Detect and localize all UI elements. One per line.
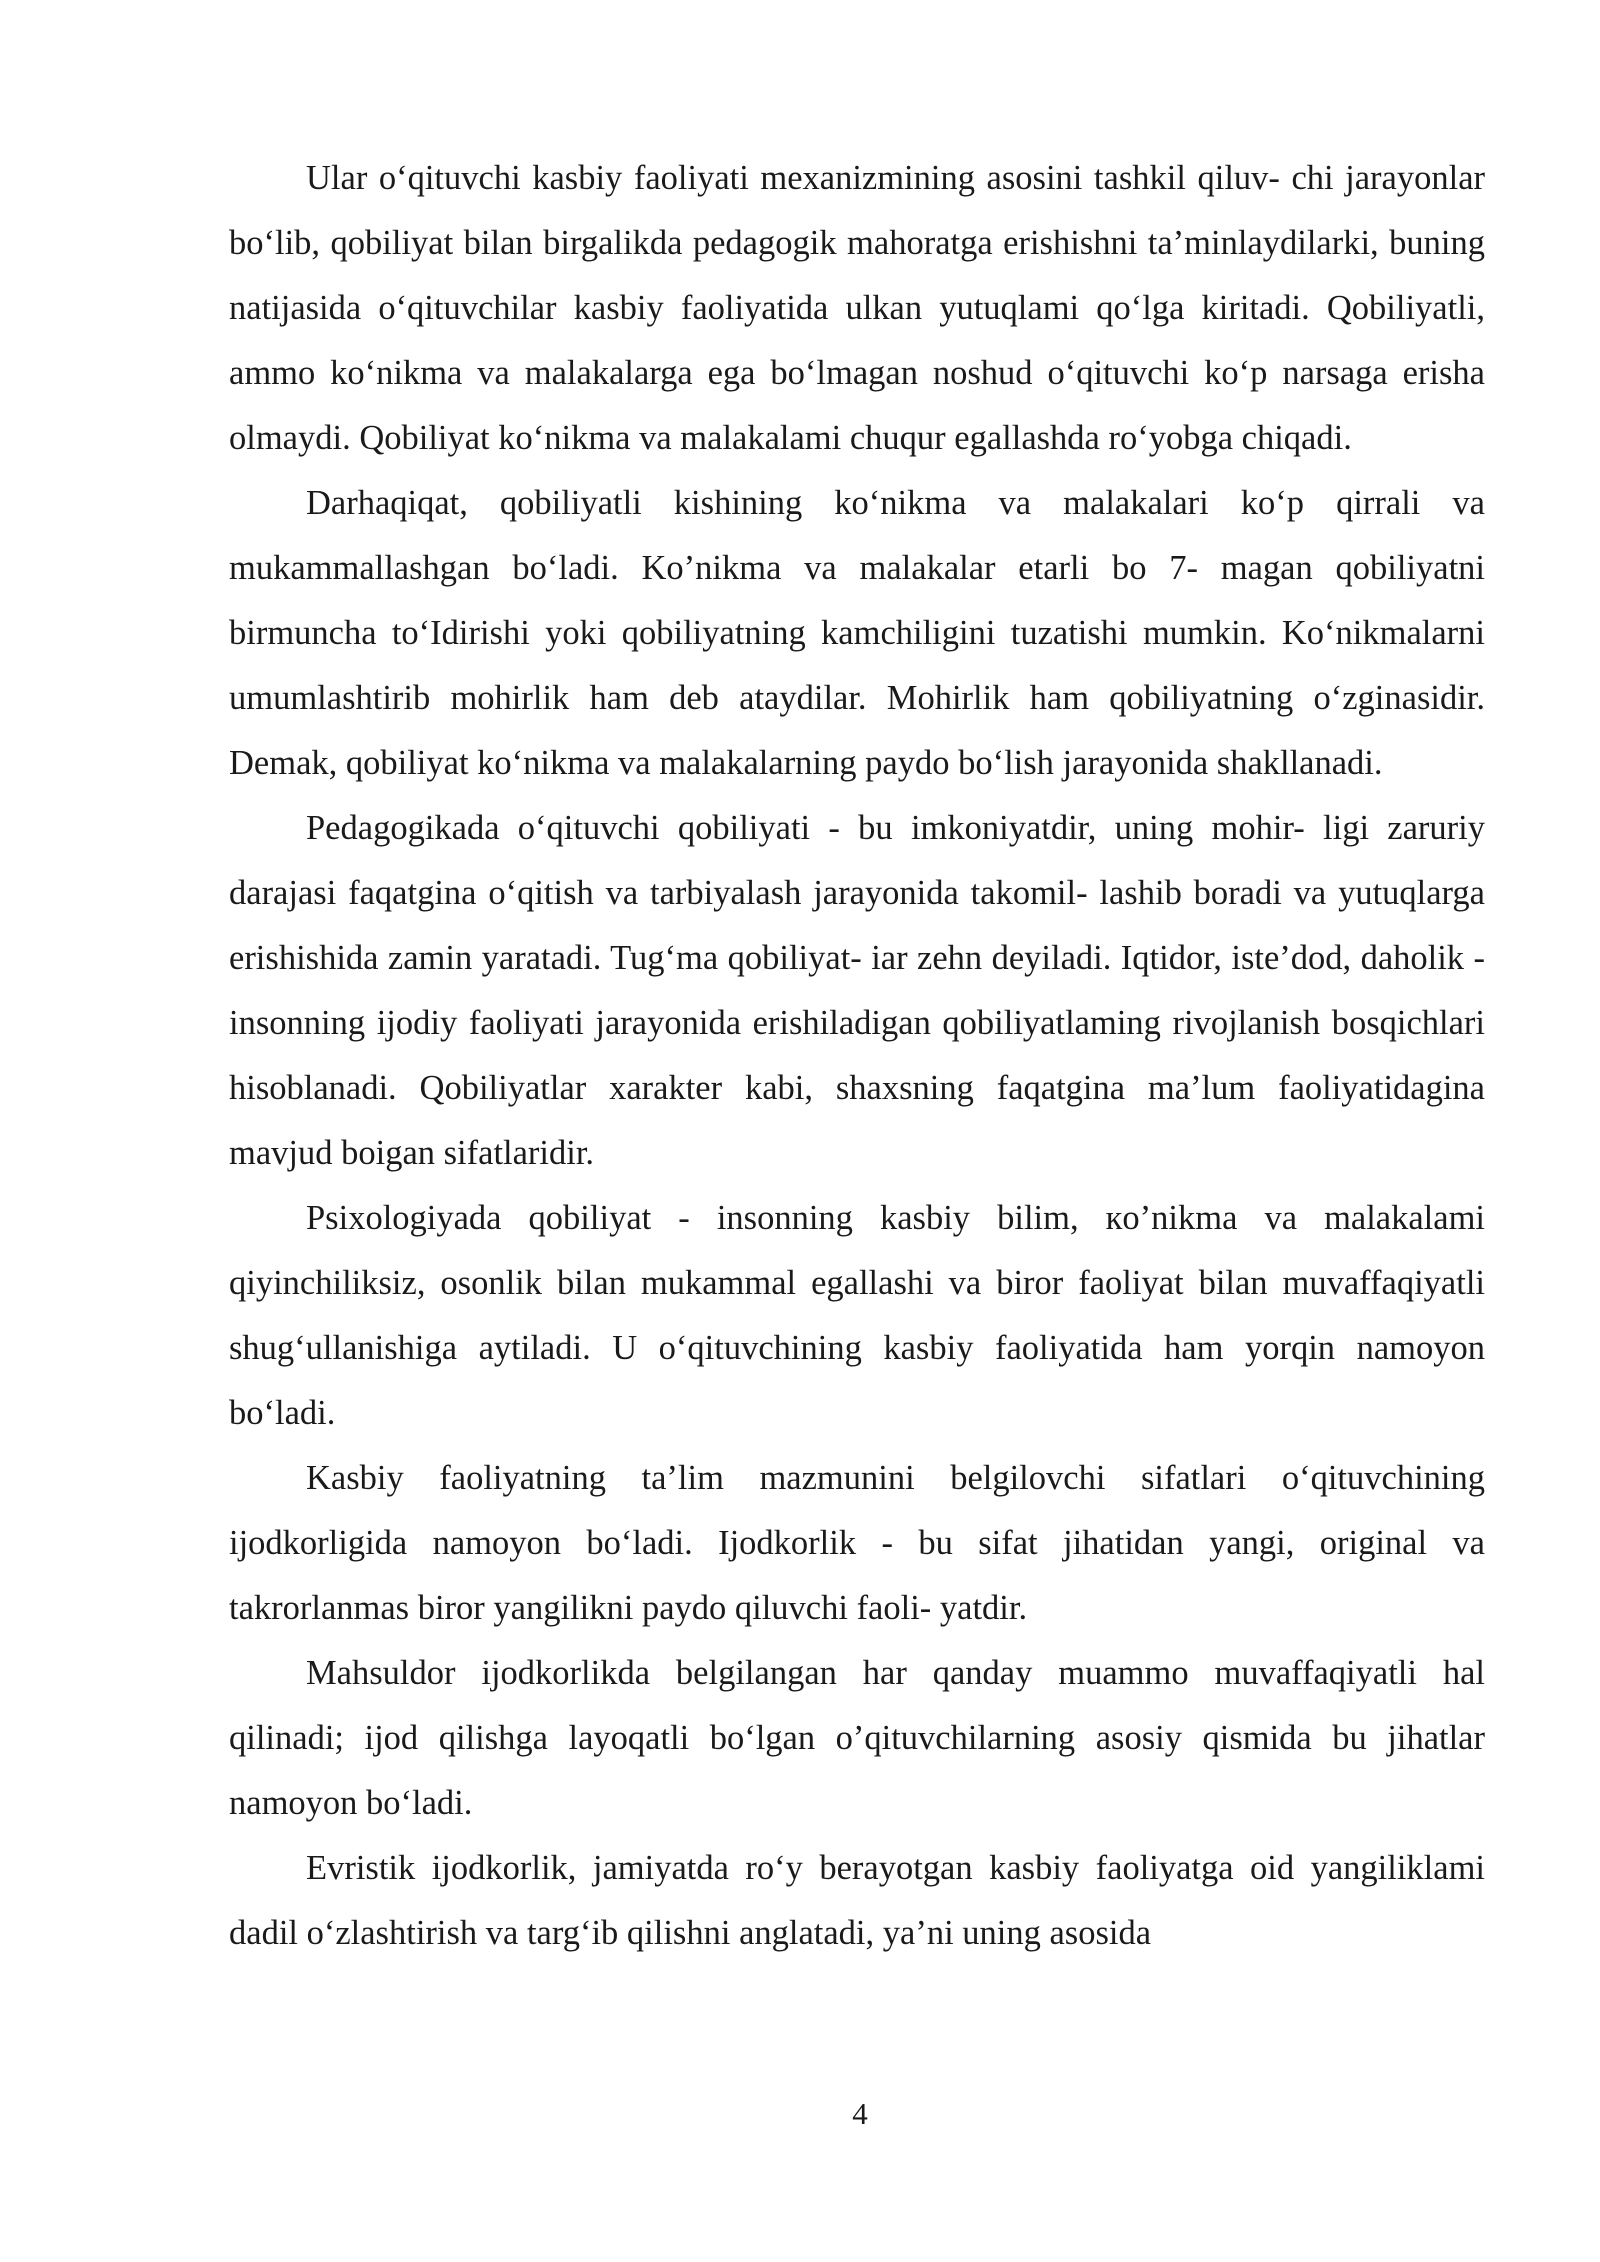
paragraph: Evristik ijodkorlik, jamiyatda ro‘y berayotgan kasbiy faoliyatga oid yangiliklami dadil o‘zlashtirish va targ‘ib qilishni anglatadi, ya’ni uning asosida [229,1849,1485,1952]
page-number: 4 [852,2096,868,2131]
paragraph: Kasbiy faoliyatning ta’lim mazmunini belgilovchi sifatlari o‘qituvchining ijodkorligida namoyon bo‘ladi. Ijodkorlik - bu sifat jihatidan yangi, original va takrorlanmas biror yangilikni paydo qiluvchi faoli- yatdir. [229,1459,1485,1627]
paragraph: Ular o‘qituvchi kasbiy faoliyati mexanizmining asosini tashkil qiluv- chi jarayonlar bo‘lib, qobiliyat bilan birgalikda pedagogik mahoratga erishishni ta’minlaydilarki, buning natijasida o‘qituvchilar kasbiy faoliyatida ulkan yutuqlami qo‘lga kiritadi. Qobiliyatli, ammo ko‘nikma va malakalarga ega bo‘lmagan noshud o‘qituvchi ko‘p narsaga erisha olmaydi. Qobiliyat ko‘nikma va malakalami chuqur egallashda ro‘yobga chiqadi. [229,159,1485,457]
paragraph: Darhaqiqat, qobiliyatli kishining ko‘nikma va malakalari ko‘p qirrali va mukammallashgan bo‘ladi. Ko’nikma va malakalar etarli bo 7- magan qobiliyatni birmuncha to‘Idirishi yoki qobiliyatning kamchiligini tuzatishi mumkin. Ko‘nikmalarni umumlashtirib mohirlik ham deb ataydilar. Mohirlik ham qobiliyatning o‘zginasidir. Demak, qobiliyat ko‘nikma va malakalarning paydo bo‘lish jarayonida shakllanadi. [229,484,1485,782]
paragraph: Psixologiyada qobiliyat - insonning kasbiy bilim, кo’nikma va malakalami qiyinchiliksiz, osonlik bilan mukammal egallashi va biror faoliyat bilan muvaffaqiyatli shug‘ullanishiga aytiladi. U o‘qituvchining kasbiy faoliyatida ham yorqin namoyon bo‘ladi. [229,1199,1485,1432]
paragraph: Pedagogikada o‘qituvchi qobiliyati - bu imkoniyatdir, uning mohir- ligi zaruriy darajasi faqatgina o‘qitish va tarbiyalash jarayonida takomil- lashib boradi va yutuqlarga erishishida zamin yaratadi. Tug‘ma qobiliyat- iar zehn deyiladi. Iqtidor, iste’dod, daholik - insonning ijodiy faoliyati jarayonida erishiladigan qobiliyatlaming rivojlanish bosqichlari hisoblanadi. Qobiliyatlar xarakter kabi, shaxsning faqatgina ma’lum faoliyatidagina mavjud boigan sifatlaridir. [229,809,1485,1172]
paragraph: Mahsuldor ijodkorlikda belgilangan har qanday muammo muvaffaqiyatli hal qilinadi; ijod qilishga layoqatli bo‘lgan o’qituvchilarning asosiy qismida bu jihatlar namoyon bo‘ladi. [229,1654,1485,1822]
body-text [229,146,1485,1966]
